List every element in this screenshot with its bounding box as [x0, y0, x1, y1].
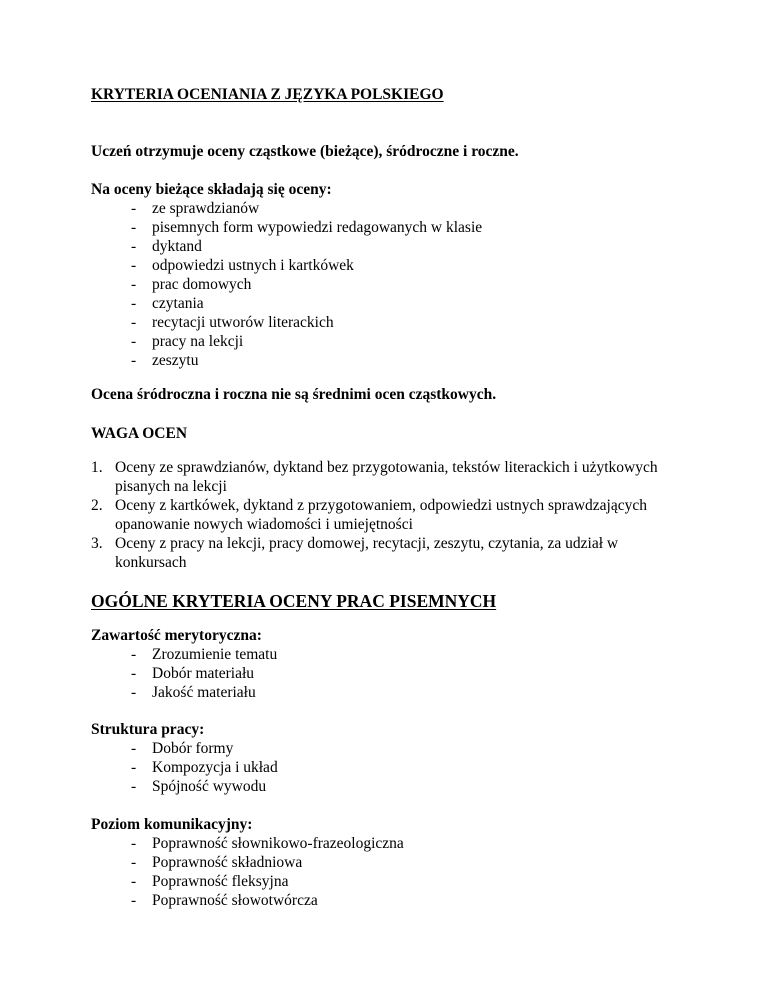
dash-mark: - [131, 892, 137, 909]
note-text: Ocena śródroczna i roczna nie są średnimi ocen cząstkowych. [91, 386, 497, 403]
criteria-section-communication [91, 815, 691, 910]
item-number: 1. [91, 459, 103, 476]
criteria-section-heading: Poziom komunikacyjny: [91, 816, 253, 833]
list-item: - Poprawność fleksyjna [131, 873, 289, 890]
dash-mark: - [131, 684, 137, 701]
list-item: - Poprawność słownikowo-frazeologiczna [131, 835, 404, 852]
list-item: - pisemnych form wypowiedzi redagowanych w klasie [131, 219, 483, 236]
criteria-section-content [91, 626, 691, 702]
list-item: - czytania [131, 295, 204, 312]
dash-mark: - [131, 835, 137, 852]
weights-heading: WAGA OCEN [91, 425, 188, 442]
list-item: 3. Oceny z pracy na lekcji, pracy domowej, recytacji, zeszytu, czytania, za udział w konkursach [91, 535, 619, 571]
list-item: - dyktand [131, 238, 202, 255]
criteria-section-structure [91, 720, 691, 796]
list-item: - recytacji utworów literackich [131, 314, 334, 331]
dash-mark: - [131, 333, 137, 350]
dash-mark: - [131, 257, 137, 274]
dash-mark: - [131, 200, 137, 217]
dash-mark: - [131, 854, 137, 871]
list-item: - ze sprawdzianów [131, 200, 260, 217]
item-number: 3. [91, 535, 103, 552]
dash-mark: - [131, 778, 137, 795]
list-item: 1. Oceny ze sprawdzianów, dyktand bez przygotowania, tekstów literackich i użytkowych pisanych na lekcji [91, 459, 658, 495]
dash-mark: - [131, 665, 137, 682]
weights-section [91, 458, 691, 572]
dash-mark: - [131, 219, 137, 236]
current-grades-heading: Na oceny bieżące składają się oceny: [91, 181, 332, 198]
written-criteria-heading: OGÓLNE KRYTERIA OCENY PRAC PISEMNYCH [91, 591, 497, 611]
dash-mark: - [131, 352, 137, 369]
criteria-section-heading: Zawartość merytoryczna: [91, 627, 262, 644]
list-item: - Jakość materiału [131, 684, 256, 701]
list-item: 2. Oceny z kartkówek, dyktand z przygotowaniem, odpowiedzi ustnych sprawdzających opanowanie nowych wiadomości i umiejętności [91, 497, 647, 533]
dash-mark: - [131, 646, 137, 663]
list-item: - prac domowych [131, 276, 252, 293]
dash-mark: - [131, 295, 137, 312]
dash-mark: - [131, 873, 137, 890]
dash-mark: - [131, 740, 137, 757]
dash-mark: - [131, 238, 137, 255]
intro-text: Uczeń otrzymuje oceny cząstkowe (bieżące), śródroczne i roczne. [91, 143, 519, 160]
list-item: - pracy na lekcji [131, 333, 244, 350]
list-item: - odpowiedzi ustnych i kartkówek [131, 257, 354, 274]
list-item: - Kompozycja i układ [131, 759, 278, 776]
dash-mark: - [131, 314, 137, 331]
criteria-section-heading: Struktura pracy: [91, 721, 205, 738]
dash-mark: - [131, 759, 137, 776]
list-item: - Dobór formy [131, 740, 234, 757]
list-item: - Zrozumienie tematu [131, 646, 278, 663]
list-item: - zeszytu [131, 352, 199, 369]
list-item: - Spójność wywodu [131, 778, 267, 795]
list-item: - Poprawność słowotwórcza [131, 892, 318, 909]
list-item: - Dobór materiału [131, 665, 255, 682]
current-grades-section [91, 180, 691, 370]
criteria-list [91, 739, 691, 796]
current-grades-list [91, 199, 691, 370]
criteria-list [91, 834, 691, 910]
item-number: 2. [91, 497, 103, 514]
document-title: KRYTERIA OCENIANIA Z JĘZYKA POLSKIEGO [91, 86, 444, 103]
list-item: - Poprawność składniowa [131, 854, 303, 871]
weights-list [91, 458, 671, 572]
dash-mark: - [131, 276, 137, 293]
criteria-list [91, 645, 691, 702]
